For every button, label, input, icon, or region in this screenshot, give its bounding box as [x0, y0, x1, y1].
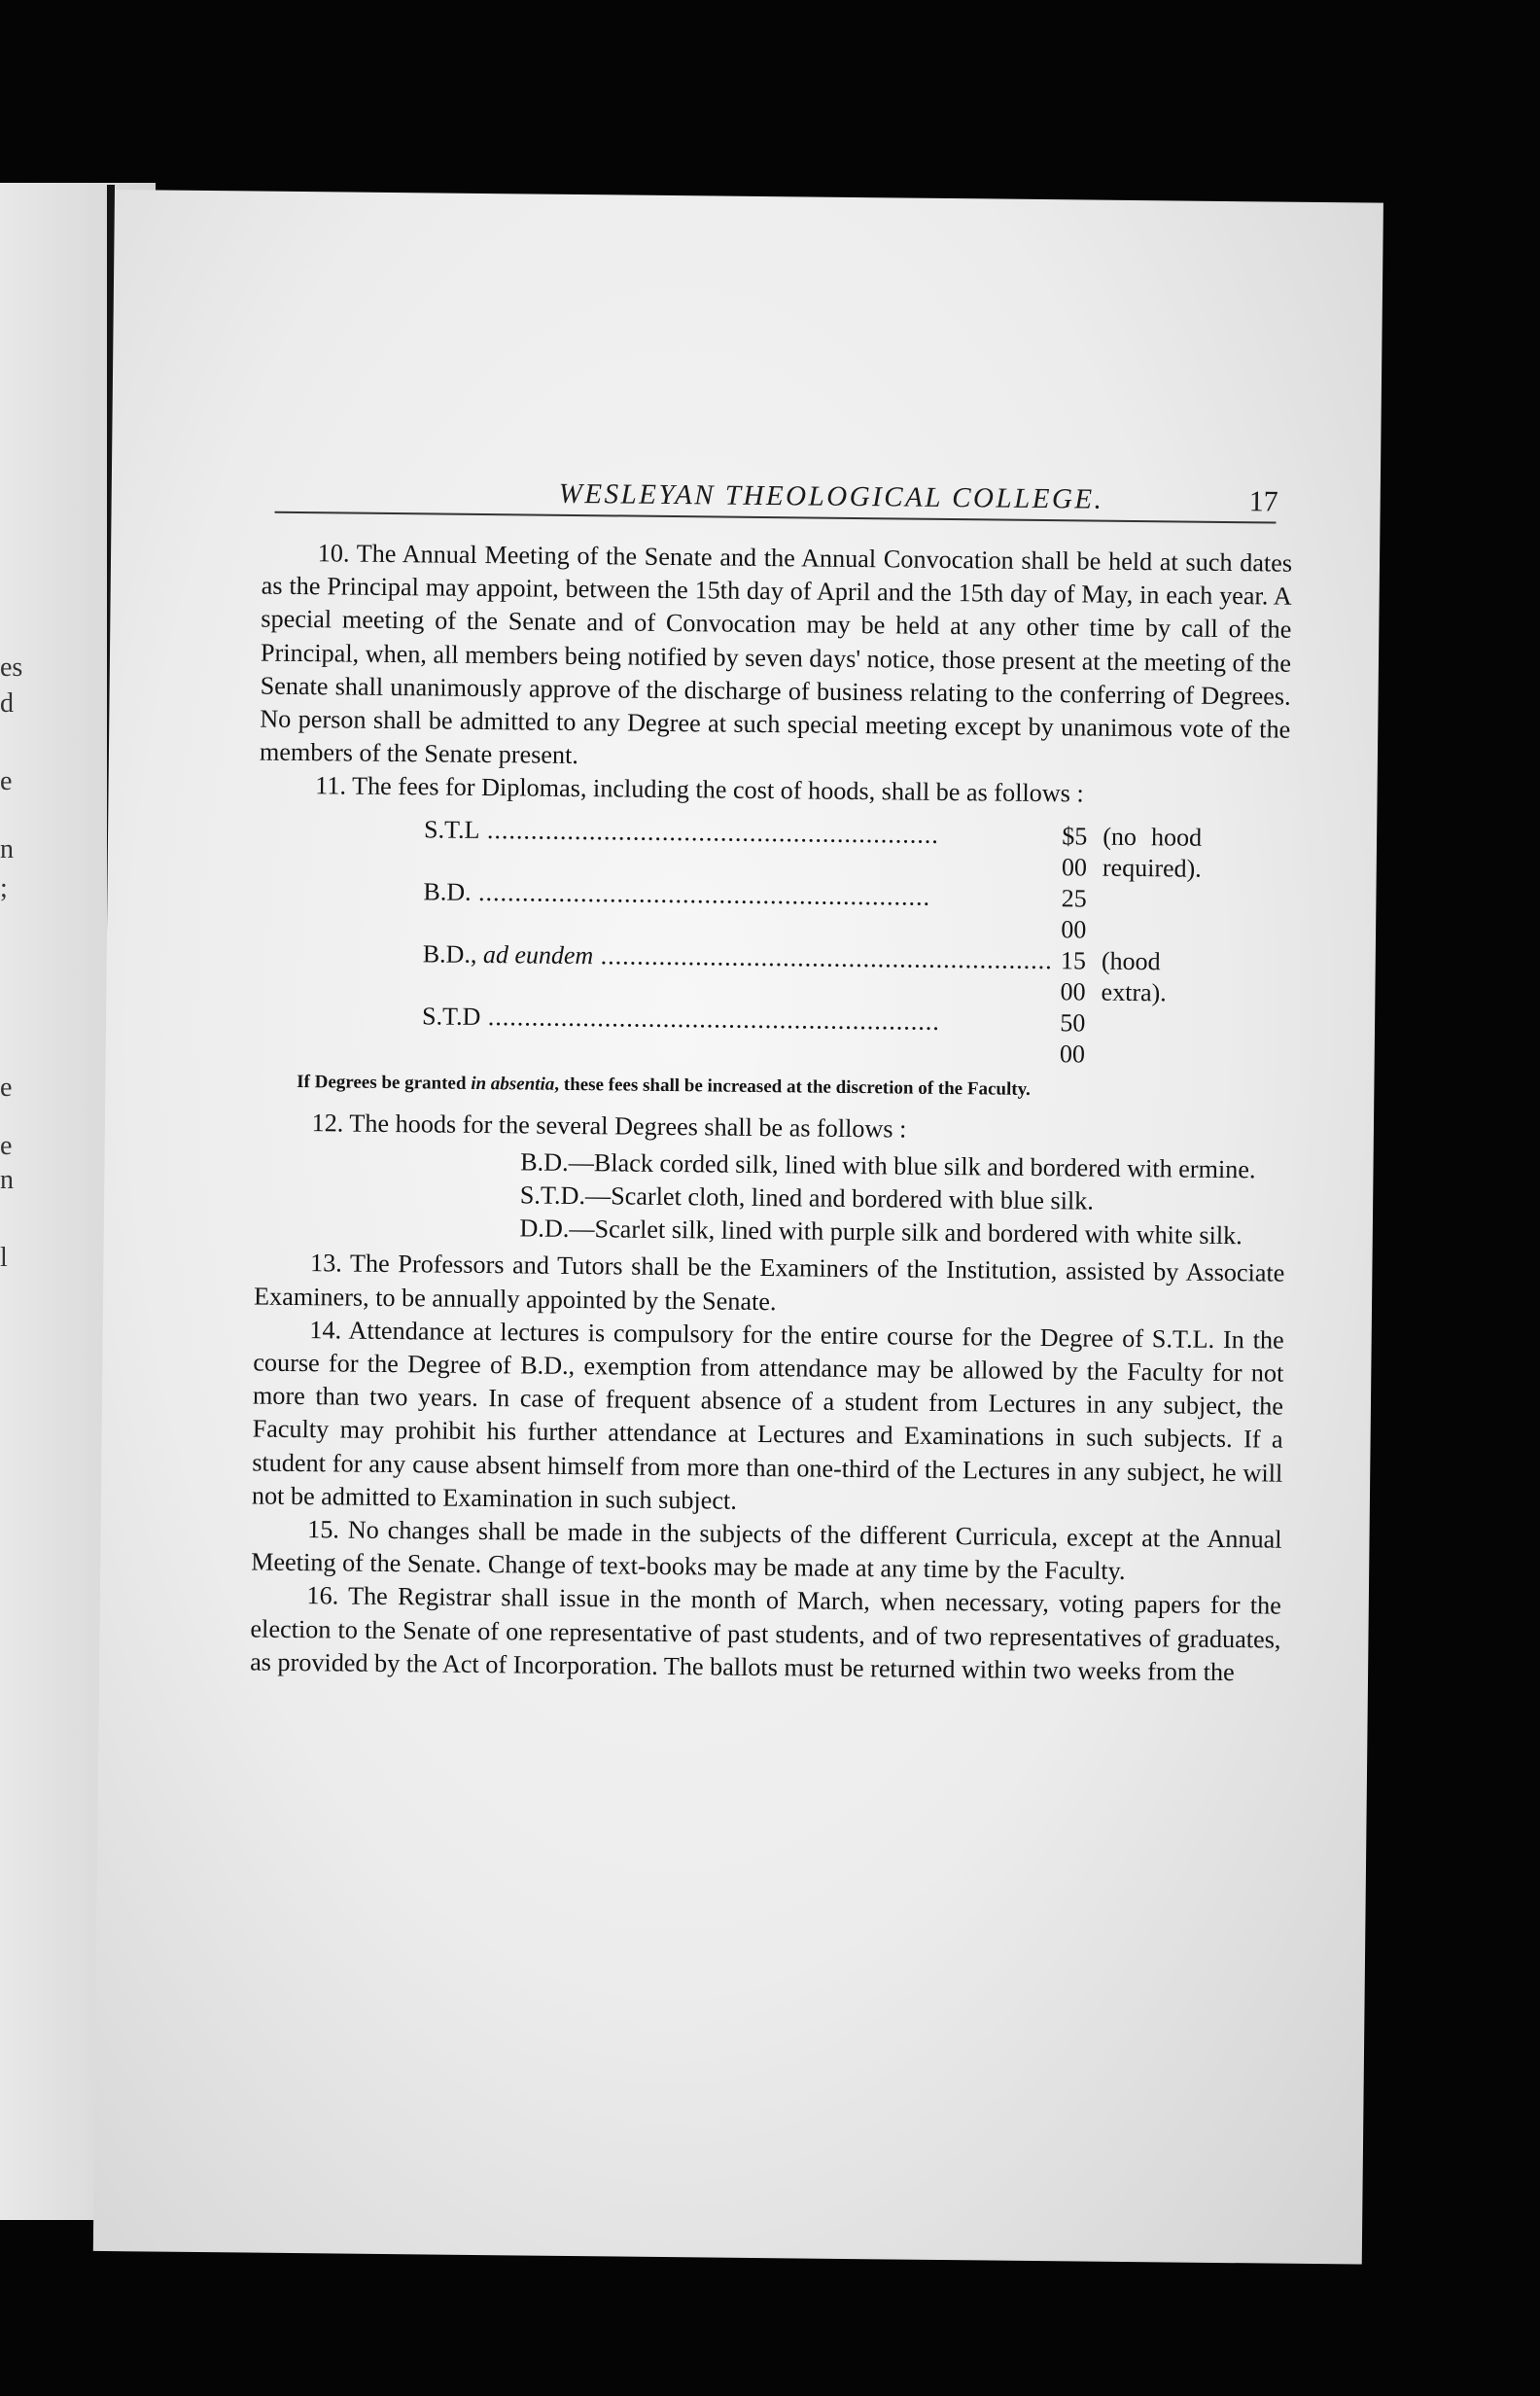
- document-page: [93, 190, 1383, 2265]
- fee-note: (hood extra).: [1101, 946, 1167, 1006]
- fee-amount: 50 00: [1059, 1007, 1086, 1069]
- hood-list: [410, 1145, 1286, 1253]
- fee-degree: B.D., ad eundem .....: [422, 938, 1053, 1007]
- paragraph-16: 16. The Registrar shall issue in the month of March, when necessary, voting papers for the election to the Senate of one representative of past students, and of two representatives of graduates, as provided by the Act of Incorporation. The ballots must be returned within two weeks from the: [250, 1581, 1281, 1687]
- left-fragment: d: [0, 688, 14, 719]
- paragraph-14: 14. Attendance at lectures is compulsory for the entire course for the Degree of S.T.L. In the course for the Degree of B.D., exemption from attendance may be allowed by the Faculty for not more than two years. In case of frequent absence of a student from Lectures in any subject, the Faculty may prohibit his further attendance at Lectures and Examinations in such subjects. If a student for any cause absent himself from more than one-third of the Lectures in any subject, he will not be admitted to Examination in such subject.: [251, 1316, 1284, 1515]
- page-body: [250, 537, 1292, 1690]
- hood-item: S.T.D.—Scarlet cloth, lined and bordered with blue silk.: [519, 1180, 1095, 1216]
- fee-row: [422, 938, 1201, 1008]
- fee-note: (no hood required).: [1102, 822, 1203, 883]
- left-fragment: n: [0, 834, 14, 864]
- left-fragment: n: [0, 1165, 14, 1195]
- fee-amount: $5 00: [1061, 821, 1088, 882]
- fee-degree: S.T.L .....: [424, 814, 1055, 883]
- paragraph-15: 15. No changes shall be made in the subjects of the different Curricula, except at the Annual Meeting of the Senate. Change of text-books may be made at any time by the Faculty.: [251, 1515, 1282, 1586]
- fee-note: [1095, 1007, 1200, 1071]
- fees-table: [422, 814, 1203, 1071]
- fee-note: [1096, 883, 1201, 946]
- fee-amount: 25 00: [1061, 883, 1087, 944]
- absentia-note: If Degrees be granted in absentia, these fees shall be increased at the discretion of the Faculty.: [297, 1071, 1031, 1100]
- running-title: WESLEYAN THEOLOGICAL COLLEGE.: [558, 477, 1104, 515]
- fee-degree: S.T.D .....: [422, 1001, 1053, 1070]
- fee-row: [423, 876, 1202, 946]
- left-fragment: es: [0, 652, 23, 683]
- paragraph-13: 13. The Professors and Tutors shall be the Examiners of the Institution, assisted by Associate Examiners, to be annually appointed by the Senate.: [253, 1249, 1285, 1316]
- hood-item: B.D.—Black corded silk, lined with blue silk and bordered with ermine.: [520, 1147, 1256, 1184]
- page-number: 17: [1248, 485, 1278, 518]
- left-fragment: e: [0, 1073, 13, 1103]
- fee-row: [424, 814, 1203, 884]
- paragraph-12: 12. The hoods for the several Degrees shall be as follows :: [311, 1108, 907, 1144]
- left-fragment: ;: [0, 873, 8, 903]
- paragraph-11: 11. The fees for Diplomas, including the cost of hoods, shall be as follows :: [315, 771, 1084, 808]
- left-fragment: e: [0, 766, 13, 796]
- fee-amount: 15 00: [1060, 945, 1087, 1006]
- paragraph-10: 10. The Annual Meeting of the Senate and the Annual Convocation shall be held at such dates as the Principal may appoint, between the 15th day of April and the 15th day of May, in each year. A special meeting of the Senate and of Convocation may be held at any other time by call of the Principal, when, all members being notified by seven days' notice, those present at the meeting of the Senate shall unanimously approve of the discharge of business relating to the conferring of Degrees. No person shall be admitted to any Degree at such special meeting except by unanimous vote of the members of the Senate present.: [259, 539, 1293, 770]
- left-fragment: e: [0, 1131, 13, 1161]
- hood-item: D.D.—Scarlet silk, lined with purple silk and bordered with white silk.: [519, 1214, 1242, 1251]
- fee-row: [422, 1001, 1201, 1071]
- left-fragment: l: [0, 1243, 8, 1273]
- fee-degree: B.D. .....: [423, 876, 1054, 945]
